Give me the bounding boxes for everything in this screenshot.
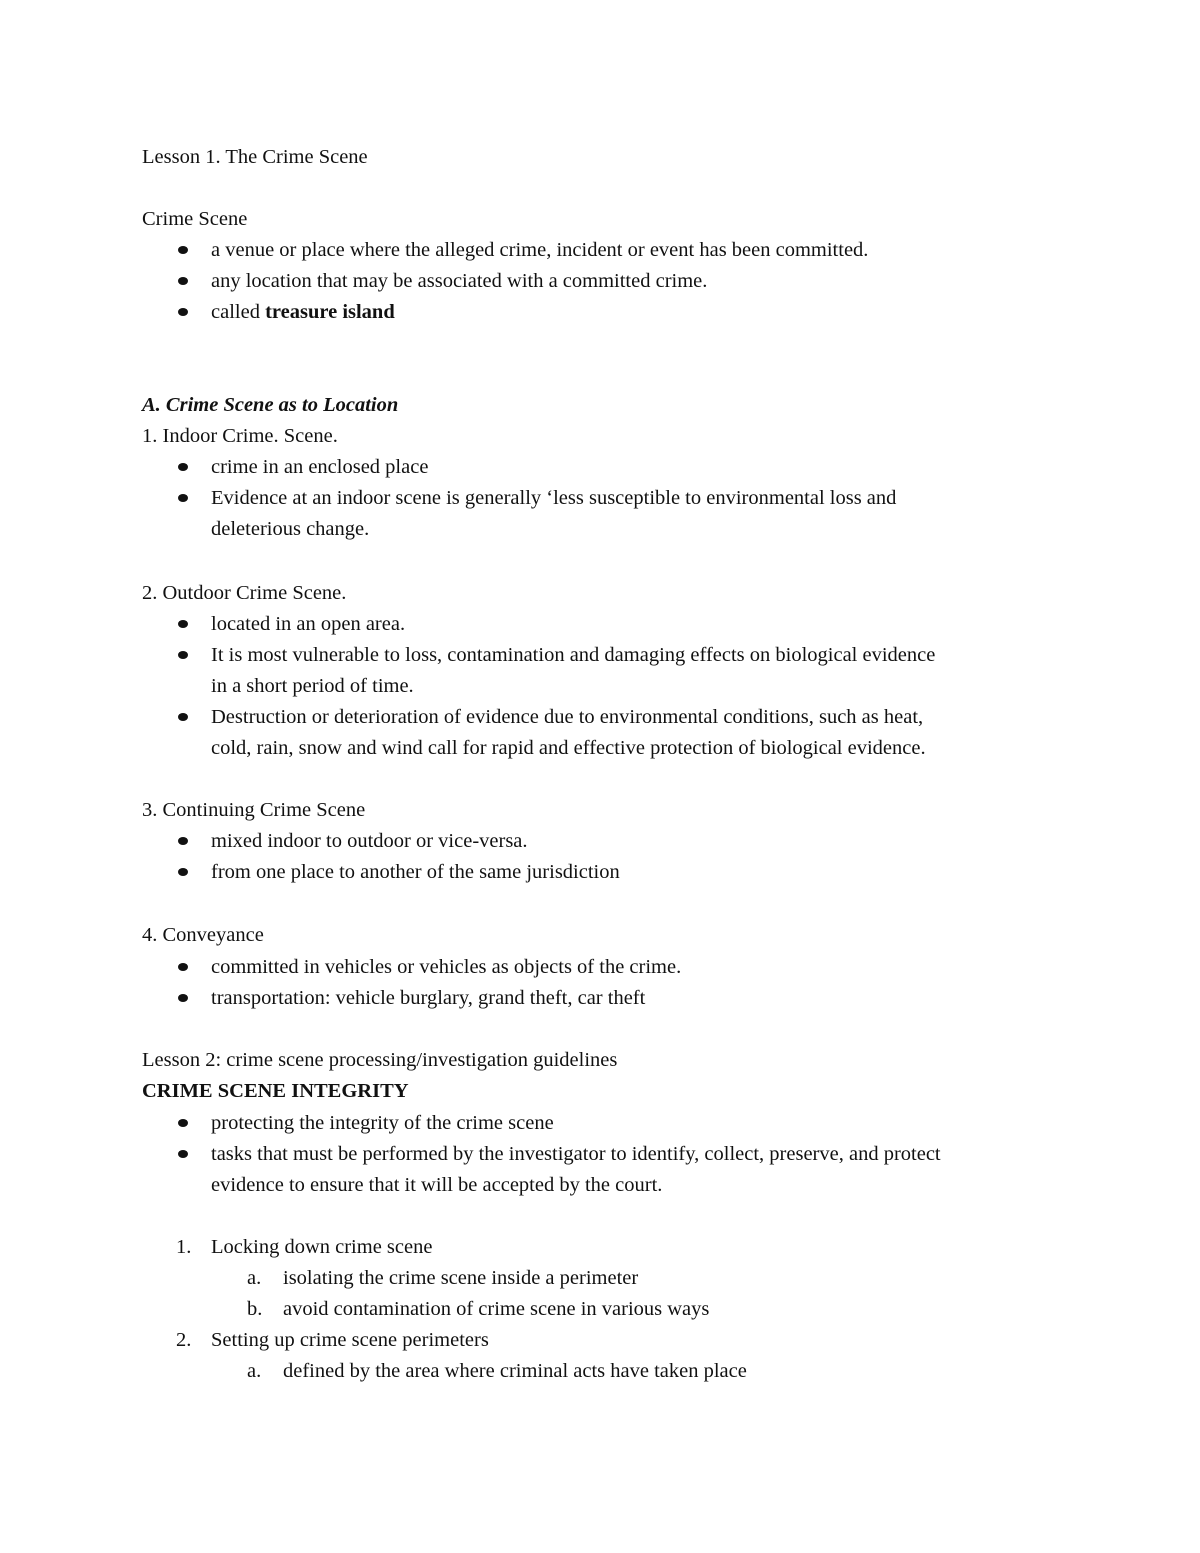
step-number: 2. [176, 1329, 192, 1351]
section-item-title: 4. Conveyance [142, 924, 264, 946]
sub-step-letter: a. [247, 1360, 262, 1382]
bold-term: treasure island [265, 301, 395, 323]
list-item [211, 300, 395, 324]
list-item: transportation: vehicle burglary, grand theft, car theft [211, 987, 646, 1009]
bullet-icon [176, 241, 190, 255]
list-item: a venue or place where the alleged crime, incident or event has been committed. [211, 239, 869, 261]
list-item: Destruction or deterioration of evidence due to environmental conditions, such as heat, [211, 706, 924, 728]
list-item: from one place to another of the same jurisdiction [211, 861, 620, 883]
bullet-icon [176, 303, 190, 317]
bullet-icon [176, 458, 190, 472]
section-item-title: 2. Outdoor Crime Scene. [142, 582, 347, 604]
list-item-text: called [211, 301, 266, 323]
bullet-icon [176, 615, 190, 629]
crime-scene-heading: Crime Scene [142, 208, 248, 230]
section-a-heading: A. Crime Scene as to Location [142, 394, 399, 416]
bullet-icon [176, 1145, 190, 1159]
list-item-continuation: in a short period of time. [211, 675, 414, 697]
step-label: Locking down crime scene [211, 1236, 433, 1258]
sub-step-letter: a. [247, 1267, 262, 1289]
list-item: protecting the integrity of the crime scene [211, 1112, 554, 1134]
section-item-title: 3. Continuing Crime Scene [142, 799, 366, 821]
section-item-title: 1. Indoor Crime. Scene. [142, 425, 338, 447]
bullet-icon [176, 708, 190, 722]
list-item: mixed indoor to outdoor or vice-versa. [211, 830, 528, 852]
bullet-icon [176, 646, 190, 660]
step-label: Setting up crime scene perimeters [211, 1329, 489, 1351]
bullet-icon [176, 958, 190, 972]
list-item: crime in an enclosed place [211, 456, 429, 478]
sub-step-text: defined by the area where criminal acts have taken place [283, 1360, 747, 1382]
bullet-icon [176, 272, 190, 286]
list-item: It is most vulnerable to loss, contamination and damaging effects on biological evidence [211, 644, 936, 666]
step-number: 1. [176, 1236, 192, 1258]
sub-step-text: isolating the crime scene inside a perimeter [283, 1267, 639, 1289]
list-item: located in an open area. [211, 613, 406, 635]
lesson2-title: Lesson 2: crime scene processing/investigation guidelines [142, 1049, 618, 1071]
bullet-icon [176, 989, 190, 1003]
crime-scene-integrity-heading: CRIME SCENE INTEGRITY [142, 1080, 409, 1102]
sub-step-letter: b. [247, 1298, 263, 1320]
list-item: tasks that must be performed by the investigator to identify, collect, preserve, and protect [211, 1143, 941, 1165]
list-item: any location that may be associated with a committed crime. [211, 270, 708, 292]
list-item-continuation: evidence to ensure that it will be accepted by the court. [211, 1174, 663, 1196]
bullet-icon [176, 1114, 190, 1128]
list-item: Evidence at an indoor scene is generally ‘less susceptible to environmental loss and [211, 487, 897, 509]
list-item-continuation: deleterious change. [211, 518, 370, 540]
list-item-continuation: cold, rain, snow and wind call for rapid and effective protection of biological evidence. [211, 737, 926, 759]
bullet-icon [176, 832, 190, 846]
bullet-icon [176, 489, 190, 503]
bullet-icon [176, 863, 190, 877]
lesson1-title: Lesson 1. The Crime Scene [142, 146, 368, 168]
list-item: committed in vehicles or vehicles as objects of the crime. [211, 956, 682, 978]
sub-step-text: avoid contamination of crime scene in various ways [283, 1298, 710, 1320]
